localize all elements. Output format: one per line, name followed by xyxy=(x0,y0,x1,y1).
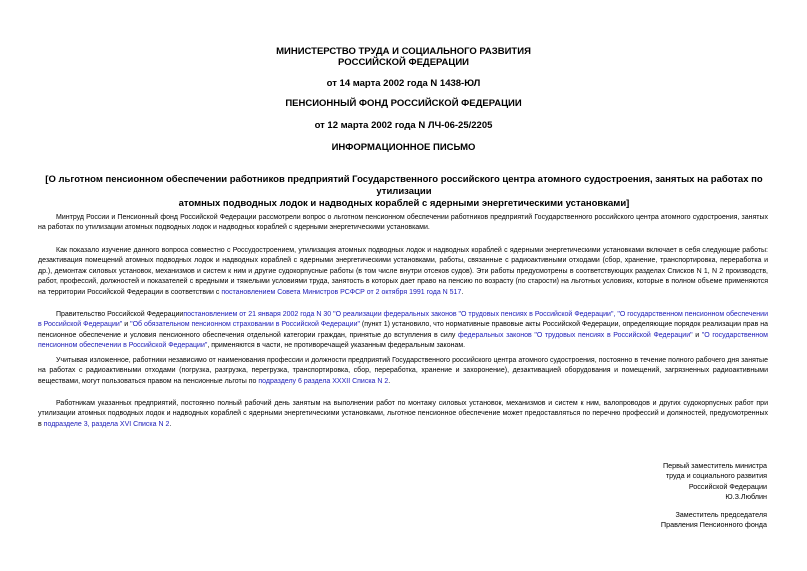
paragraph-1: Минтруд России и Пенсионный фонд Российской Федерации рассмотрели вопрос о льготном пенсионном обеспечении работников предприятий Государственного российского центра атомного судостроения, занятых на работах по утилизации атомных подводных лодок и надводных кораблей с ядерными энергетическими установками. xyxy=(38,214,768,232)
paragraph-5-text: Работникам указанных предприятий, постоянно полный рабочий день занятым на выполнении работ по монтажу силовых установок, механизмов и систем к ним, валопроводов и других судокорпусных работ при утилизации атомных подводных лодок и надводных кораблей с ядерными энергетическими установками, льготное пенсионное обеспечение может предоставляться по перечню профессий и должностей, предусмотренных в xyxy=(38,400,768,428)
paragraph-4-text: Учитывая изложенное, работники независимо от наименования профессии и должности предприятий Государственного российского центра атомного судостроения, постоянно в течение полного рабочего дня занятые на работах с радиоактивными отходами (погрузка, разгрузка, перегрузка, транспортировка, сбор, переработка, хранение и захоронение), дезактивацией оборудования и помещений, загрязненных радиоактивными веществами, могут пользоваться правом на пенсионные льготы по xyxy=(38,357,768,385)
subject-line-1: [О льготном пенсионном обеспечении работников предприятий Государственного российского центра атомного судостроения, занятых на работах по утилизации xyxy=(45,174,763,197)
paragraph-3-mid-1: и xyxy=(122,321,131,329)
signature-2-line-1: Заместитель председателя xyxy=(675,510,767,519)
fund-date: от 12 марта 2002 года N ЛЧ-06-25/2205 xyxy=(314,120,493,131)
paragraph-2 xyxy=(38,246,768,298)
link-resolution-517[interactable]: постановлением Совета Министров РСФСР от 2 октября 1991 года N 517 xyxy=(221,288,462,296)
paragraph-3-mid-2: (пункт 1) установило, что нормативные правовые акты Российской Федерации, определяющие порядок реализации прав на пенсионное обеспечение и условия пенсионного обеспечения отдельной категории граждан, принятые до вступления в силу xyxy=(38,321,768,339)
document-type: ИНФОРМАЦИОННОЕ ПИСЬМО xyxy=(331,142,476,153)
paragraph-2-end: . xyxy=(461,288,464,296)
ministry-header xyxy=(0,46,807,68)
paragraph-3-start: Правительство Российской Федерации xyxy=(56,311,184,318)
paragraph-4-end: . xyxy=(388,377,391,385)
subject-line-2: атомных подводных лодок и надводных кораблей с ядерными энергетическими установками] xyxy=(178,198,630,209)
paragraph-3-mid-3: и xyxy=(692,331,702,339)
link-resolution-30[interactable]: постановлением от 21 января 2002 года N 30 "О реализации федеральных законов "О трудовых пенсиях в Российской Федерации", "О государственном пенсионном обеспечении в Российской Федерации" xyxy=(38,311,768,329)
fund-name: ПЕНСИОННЫЙ ФОНД РОССИЙСКОЙ ФЕДЕРАЦИИ xyxy=(285,98,522,109)
paragraph-5-end: . xyxy=(169,420,172,428)
ministry-line-1: МИНИСТЕРСТВО ТРУДА И СОЦИАЛЬНОГО РАЗВИТИЯ xyxy=(276,46,531,57)
ministry-date: от 14 марта 2002 года N 1438-ЮЛ xyxy=(326,78,481,89)
link-law-mandatory-insurance[interactable]: "Об обязательном пенсионном страховании в Российской Федерации" xyxy=(130,321,360,329)
signature-1-line-1: Первый заместитель министра xyxy=(662,461,767,470)
link-law-state-pensions[interactable]: "О государственном пенсионном обеспечении в Российской Федерации" xyxy=(38,331,768,350)
document-subject xyxy=(28,174,780,210)
signature-1-line-3: Российской Федерации xyxy=(688,481,767,491)
paragraph-3-end: , применяются в части, не противоречащей указанным федеральным законам. xyxy=(207,342,466,350)
paragraph-3 xyxy=(38,310,768,352)
signature-block-fund xyxy=(661,510,767,531)
paragraph-4 xyxy=(38,356,768,387)
link-list-2-section-32[interactable]: подразделу 6 раздела XXXII Списка N 2 xyxy=(258,377,389,385)
paragraph-5 xyxy=(38,399,768,430)
link-list-2-section-16[interactable]: подразделе 3, раздела XVI Списка N 2 xyxy=(43,420,170,428)
signature-1-line-2: труда и социального развития xyxy=(665,471,767,481)
link-law-labor-pensions[interactable]: федеральных законов "О трудовых пенсиях в Российской Федерации" xyxy=(458,331,693,339)
paragraph-2-text: Как показало изучение данного вопроса совместно с Россудостроением, утилизация атомных подводных лодок и надводных кораблей с ядерными энергетическими установками включает в себя следующие работы: дезактивация помещений атомных подводных лодок и надводных кораблей с ядерными энергетическими установками, работы, связанные с радиоактивными отходами (сбор, хранение, транспортировка, переработка и др.), демонтаж силовых установок, механизмов и систем к ним и другие судокорпусные работы (в том числе внутри отсеков судов). Эти работы предусмотрены в соответствующих разделах Списков N 1, N 2 производств, работ, профессий, должностей и показателей с вредными и тяжелыми условиями труда, занятость в которых дает право на пенсию по возрасту (по старости) на льготных условиях, которые в полном объеме применяются на территории Российской Федерации в соответствии с xyxy=(38,247,768,296)
signature-1-name: Ю.З.Люблин xyxy=(725,492,767,502)
ministry-line-2: РОССИЙСКОЙ ФЕДЕРАЦИИ xyxy=(337,57,469,68)
signature-2-line-2: Правления Пенсионного фонда xyxy=(660,520,767,530)
signature-block-ministry xyxy=(663,461,767,503)
